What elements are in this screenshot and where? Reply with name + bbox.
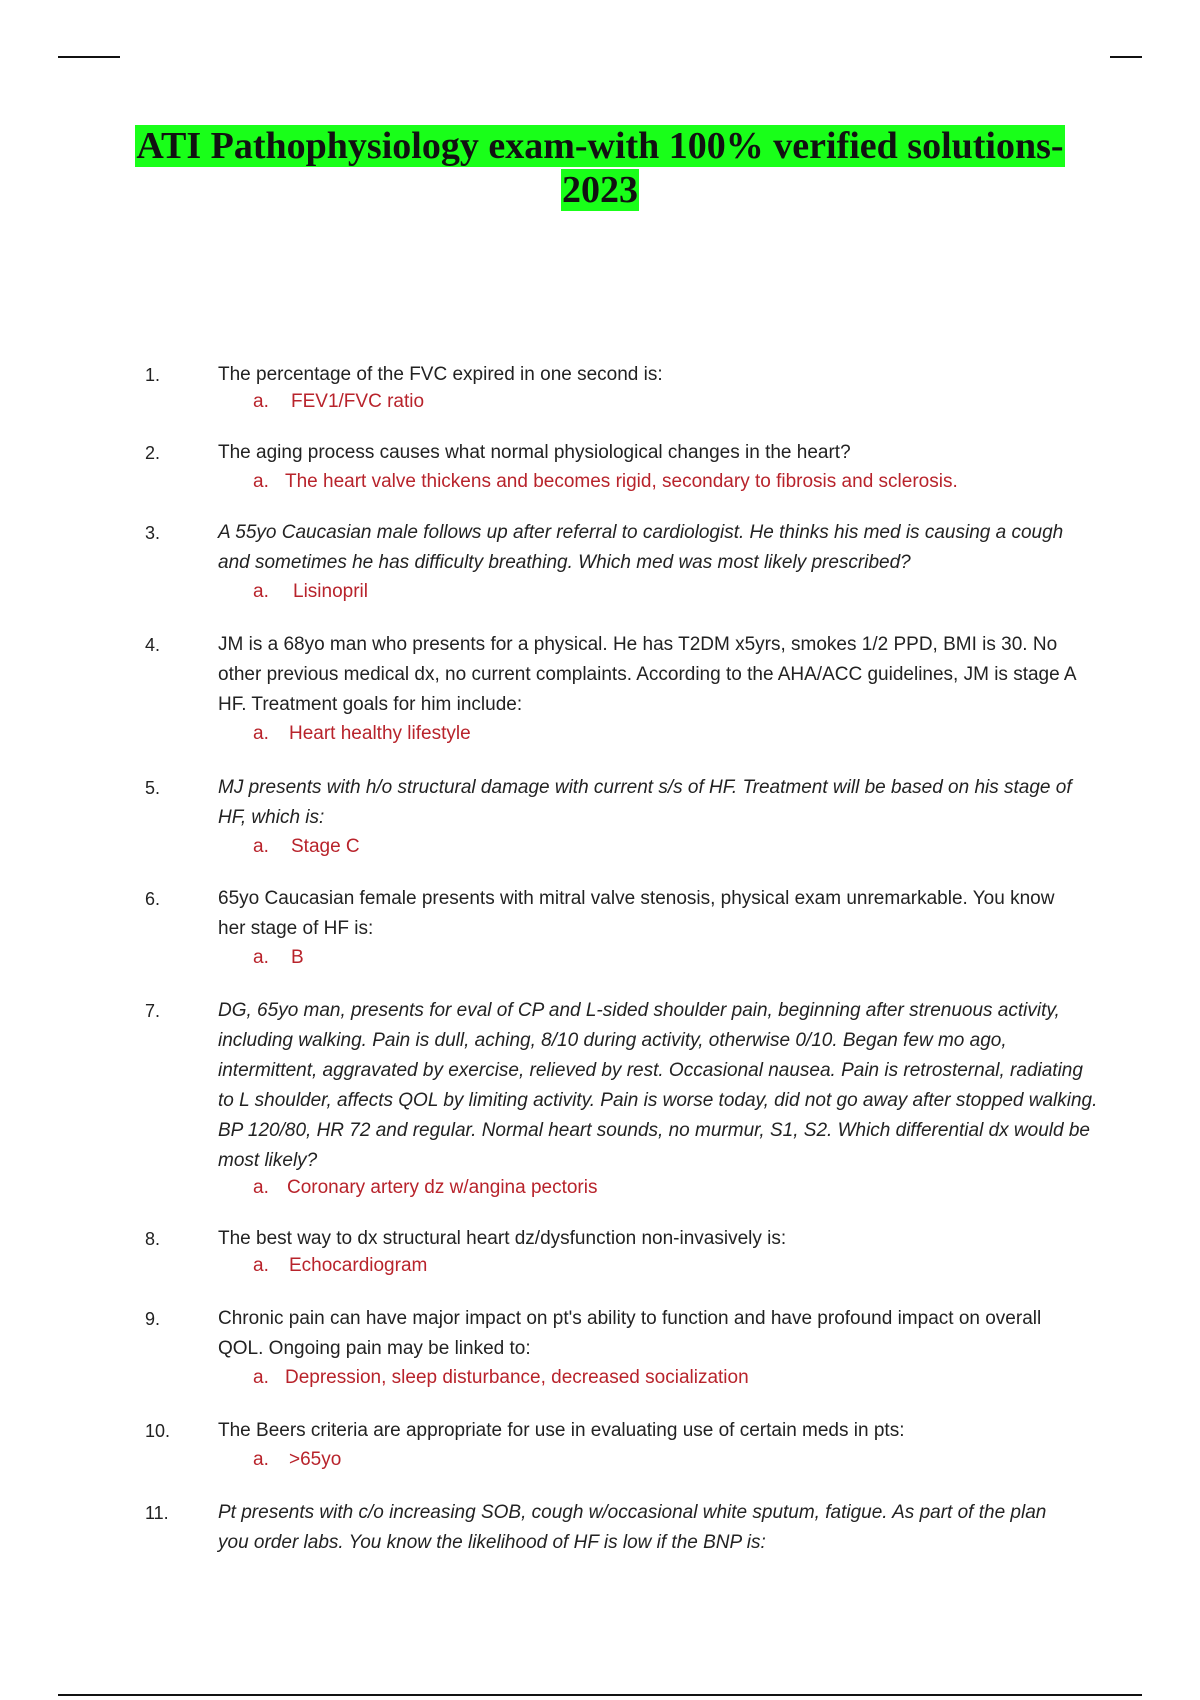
answer (253, 468, 958, 496)
answer (253, 833, 360, 861)
question-number: 7. (145, 1001, 161, 1021)
answer-letter: a. (253, 1449, 269, 1470)
answer-text: >65yo (289, 1449, 342, 1470)
title-line-1: ATI Pathophysiology exam-with 100% verified solutions- (136, 125, 1064, 167)
header-rule-left (58, 56, 120, 58)
question-text: Pt presents with c/o increasing SOB, cough w/occasional white sputum, fatigue. As part of the plan you order labs. You know the likelihood of HF is low if the BNP is: (218, 1502, 1047, 1553)
answer-letter: a. (253, 1367, 269, 1388)
footer-rule (58, 1694, 1142, 1696)
answer-text: Coronary artery dz w/angina pectoris (287, 1177, 598, 1198)
answer-text: Stage C (291, 836, 360, 857)
answer-letter: a. (253, 723, 269, 744)
question-text: The percentage of the FVC expired in one second is: (218, 364, 663, 385)
answer (253, 720, 471, 748)
answer-letter: a. (253, 836, 269, 857)
question-text: DG, 65yo man, presents for eval of CP and L-sided shoulder pain, beginning after strenuous activity, including walking. Pain is dull, aching, 8/10 during activity, otherwise 0/10. Began few mo ago, intermittent, aggravated by exercise, relieved by rest. Occasional nausea. Pain is retrosternal, radiating to L shoulder, affects QOL by limiting activity. Pain is worse today, did not go away after stopped walking. BP 120/80, HR 72 and regular. Normal heart sounds, no murmur, S1, S2. Which differential dx would be most likely? (218, 1000, 1098, 1171)
question-text: JM is a 68yo man who presents for a physical. He has T2DM x5yrs, smokes 1/2 PPD, BMI is 30. No other previous medical dx, no current complaints. According to the AHA/ACC guidelines, JM is stage A HF. Treatment goals for him include: (218, 634, 1076, 715)
answer (253, 578, 368, 606)
answer (253, 944, 304, 972)
question-number: 8. (145, 1229, 161, 1249)
question-number: 9. (145, 1309, 161, 1329)
page-title (100, 124, 1100, 212)
question-number: 5. (145, 778, 161, 798)
question-number: 4. (145, 635, 161, 655)
question-text: The aging process causes what normal physiological changes in the heart? (218, 442, 851, 463)
answer-text: B (291, 947, 304, 968)
question-text: The Beers criteria are appropriate for use in evaluating use of certain meds in pts: (218, 1420, 905, 1441)
answer-letter: a. (253, 471, 269, 492)
question-text: A 55yo Caucasian male follows up after referral to cardiologist. He thinks his med is causing a cough and sometimes he has difficulty breathing. Which med was most likely prescribed? (218, 522, 1064, 573)
answer (253, 1252, 427, 1280)
answer-text: Lisinopril (293, 581, 368, 602)
title-line-2: 2023 (562, 169, 638, 211)
answer-letter: a. (253, 1255, 269, 1276)
question-number: 3. (145, 523, 161, 543)
answer (253, 388, 424, 416)
answer-letter: a. (253, 581, 269, 602)
answer (253, 1174, 597, 1202)
answer-text: The heart valve thickens and becomes rigid, secondary to fibrosis and sclerosis. (285, 471, 958, 492)
question-text: MJ presents with h/o structural damage with current s/s of HF. Treatment will be based on his stage of HF, which is: (218, 777, 1072, 828)
question-number: 10. (145, 1421, 171, 1441)
answer-letter: a. (253, 1177, 269, 1198)
question-text: The best way to dx structural heart dz/dysfunction non-invasively is: (218, 1228, 787, 1249)
answer-text: Echocardiogram (289, 1255, 428, 1276)
answer-text: Depression, sleep disturbance, decreased socialization (285, 1367, 749, 1388)
answer (253, 1446, 341, 1474)
question-number: 2. (145, 443, 161, 463)
answer (253, 1364, 749, 1392)
question-number: 11. (145, 1503, 169, 1523)
answer-letter: a. (253, 391, 269, 412)
question-number: 1. (145, 365, 161, 385)
question-text: 65yo Caucasian female presents with mitral valve stenosis, physical exam unremarkable. You know her stage of HF is: (218, 888, 1055, 939)
answer-letter: a. (253, 947, 269, 968)
answer-text: FEV1/FVC ratio (291, 391, 425, 412)
answer-text: Heart healthy lifestyle (289, 723, 471, 744)
question-text: Chronic pain can have major impact on pt's ability to function and have profound impact on overall QOL. Ongoing pain may be linked to: (218, 1308, 1042, 1359)
header-rule-right (1110, 56, 1142, 58)
question-number: 6. (145, 889, 161, 909)
